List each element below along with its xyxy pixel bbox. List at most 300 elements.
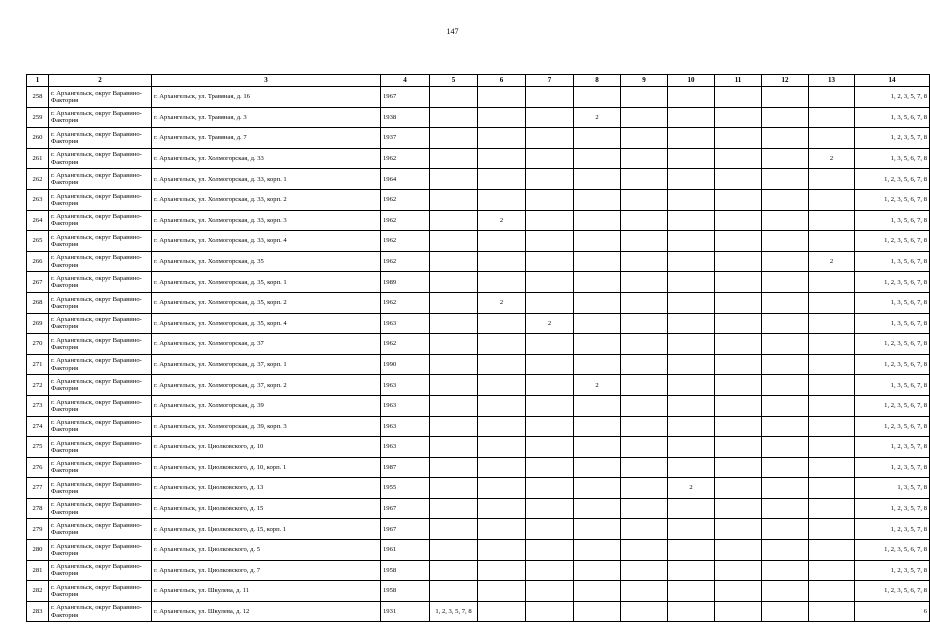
col9-cell (621, 354, 668, 375)
year-built-cell: 1963 (381, 375, 430, 396)
col9-cell (621, 148, 668, 169)
col12-cell (762, 437, 809, 458)
column-header-13: 13 (809, 75, 855, 87)
year-built-cell: 1958 (381, 581, 430, 602)
col9-cell (621, 601, 668, 622)
col9-cell (621, 313, 668, 334)
col5-cell (430, 540, 478, 561)
col7-cell (526, 437, 574, 458)
col6-cell (478, 416, 526, 437)
year-built-cell: 1963 (381, 437, 430, 458)
col11-cell (715, 498, 762, 519)
col12-cell (762, 601, 809, 622)
col12-cell (762, 416, 809, 437)
col9-cell (621, 128, 668, 149)
col10-cell (668, 540, 715, 561)
district-cell: г. Архангельск, округ Варавино-Фактория (49, 169, 152, 190)
col10-cell (668, 251, 715, 272)
col14-cell: 1, 2, 3, 5, 7, 8 (855, 437, 930, 458)
year-built-cell: 1931 (381, 601, 430, 622)
district-cell: г. Архангельск, округ Варавино-Фактория (49, 560, 152, 581)
col9-cell (621, 395, 668, 416)
col11-cell (715, 251, 762, 272)
col5-cell (430, 416, 478, 437)
col13-cell (809, 292, 855, 313)
col14-cell: 1, 2, 3, 5, 7, 8 (855, 498, 930, 519)
col6-cell (478, 540, 526, 561)
col8-cell (574, 457, 621, 478)
col10-cell (668, 498, 715, 519)
district-cell: г. Архангельск, округ Варавино-Фактория (49, 272, 152, 293)
col11-cell (715, 416, 762, 437)
col11-cell (715, 601, 762, 622)
col10-cell (668, 334, 715, 355)
year-built-cell: 1990 (381, 354, 430, 375)
col10-cell (668, 560, 715, 581)
col7-cell (526, 354, 574, 375)
address-cell: г. Архангельск, ул. Холмогорская, д. 33 (152, 148, 381, 169)
col6-cell (478, 231, 526, 252)
table-row (27, 251, 930, 272)
col13-cell (809, 498, 855, 519)
district-cell: г. Архангельск, округ Варавино-Фактория (49, 395, 152, 416)
col8-cell (574, 189, 621, 210)
col7-cell (526, 498, 574, 519)
col7-cell (526, 519, 574, 540)
col12-cell (762, 169, 809, 190)
col12-cell (762, 498, 809, 519)
col8-cell (574, 519, 621, 540)
col5-cell (430, 437, 478, 458)
col9-cell (621, 437, 668, 458)
col6-cell (478, 601, 526, 622)
col10-cell (668, 87, 715, 108)
col7-cell (526, 292, 574, 313)
table-row (27, 87, 930, 108)
col5-cell (430, 313, 478, 334)
column-header-11: 11 (715, 75, 762, 87)
col11-cell (715, 478, 762, 499)
row-number-cell: 280 (27, 540, 49, 561)
column-header-2: 2 (49, 75, 152, 87)
district-cell: г. Архангельск, округ Варавино-Фактория (49, 457, 152, 478)
table-row (27, 169, 930, 190)
address-cell: г. Архангельск, ул. Холмогорская, д. 39 (152, 395, 381, 416)
col10-cell (668, 519, 715, 540)
col13-cell (809, 189, 855, 210)
col5-cell (430, 395, 478, 416)
col6-cell (478, 560, 526, 581)
header-row (27, 75, 930, 87)
col11-cell (715, 169, 762, 190)
col9-cell (621, 540, 668, 561)
col5-cell (430, 251, 478, 272)
row-number-cell: 276 (27, 457, 49, 478)
column-header-4: 4 (381, 75, 430, 87)
col5-cell (430, 292, 478, 313)
address-cell: г. Архангельск, ул. Циолковского, д. 10, корп. 1 (152, 457, 381, 478)
col7-cell (526, 375, 574, 396)
table-row (27, 313, 930, 334)
address-cell: г. Архангельск, ул. Циолковского, д. 15 (152, 498, 381, 519)
col6-cell (478, 87, 526, 108)
row-number-cell: 272 (27, 375, 49, 396)
col8-cell (574, 334, 621, 355)
address-cell: г. Архангельск, ул. Холмогорская, д. 33, корп. 3 (152, 210, 381, 231)
col13-cell (809, 581, 855, 602)
col9-cell (621, 189, 668, 210)
col13-cell (809, 416, 855, 437)
district-cell: г. Архангельск, округ Варавино-Фактория (49, 540, 152, 561)
col14-cell: 1, 3, 5, 7, 8 (855, 478, 930, 499)
address-cell: г. Архангельск, ул. Травяная, д. 7 (152, 128, 381, 149)
col5-cell (430, 128, 478, 149)
table-body (27, 87, 930, 622)
col8-cell (574, 251, 621, 272)
page-number: 147 (446, 27, 459, 36)
col6-cell: 2 (478, 292, 526, 313)
year-built-cell: 1962 (381, 292, 430, 313)
col14-cell: 1, 2, 3, 5, 6, 7, 8 (855, 540, 930, 561)
col6-cell (478, 107, 526, 128)
year-built-cell: 1962 (381, 231, 430, 252)
col6-cell (478, 189, 526, 210)
row-number-cell: 266 (27, 251, 49, 272)
row-number-cell: 271 (27, 354, 49, 375)
col12-cell (762, 128, 809, 149)
col13-cell (809, 210, 855, 231)
col12-cell (762, 251, 809, 272)
col9-cell (621, 416, 668, 437)
col6-cell (478, 354, 526, 375)
address-cell: г. Архангельск, ул. Циолковского, д. 15, корп. 1 (152, 519, 381, 540)
col5-cell (430, 457, 478, 478)
col11-cell (715, 519, 762, 540)
year-built-cell: 1962 (381, 334, 430, 355)
col14-cell: 1, 2, 3, 5, 7, 8 (855, 128, 930, 149)
col7-cell (526, 169, 574, 190)
col9-cell (621, 292, 668, 313)
col10-cell (668, 601, 715, 622)
row-number-cell: 258 (27, 87, 49, 108)
col10-cell (668, 354, 715, 375)
col11-cell (715, 437, 762, 458)
col7-cell (526, 128, 574, 149)
col14-cell: 1, 2, 3, 5, 7, 8 (855, 519, 930, 540)
col8-cell (574, 581, 621, 602)
year-built-cell: 1963 (381, 416, 430, 437)
col12-cell (762, 107, 809, 128)
col12-cell (762, 210, 809, 231)
address-cell: г. Архангельск, ул. Шкулева, д. 11 (152, 581, 381, 602)
district-cell: г. Архангельск, округ Варавино-Фактория (49, 231, 152, 252)
col13-cell (809, 272, 855, 293)
district-cell: г. Архангельск, округ Варавино-Фактория (49, 601, 152, 622)
col8-cell (574, 231, 621, 252)
col10-cell (668, 416, 715, 437)
col7-cell (526, 272, 574, 293)
row-number-cell: 281 (27, 560, 49, 581)
col6-cell (478, 519, 526, 540)
year-built-cell: 1987 (381, 457, 430, 478)
col8-cell: 2 (574, 375, 621, 396)
col10-cell (668, 128, 715, 149)
col11-cell (715, 292, 762, 313)
address-cell: г. Архангельск, ул. Холмогорская, д. 35 (152, 251, 381, 272)
row-number-cell: 275 (27, 437, 49, 458)
col12-cell (762, 519, 809, 540)
col10-cell (668, 210, 715, 231)
year-built-cell: 1989 (381, 272, 430, 293)
col10-cell (668, 189, 715, 210)
column-header-1: 1 (27, 75, 49, 87)
col14-cell: 1, 2, 3, 5, 7, 8 (855, 87, 930, 108)
address-cell: г. Архангельск, ул. Холмогорская, д. 37 (152, 334, 381, 355)
col8-cell (574, 416, 621, 437)
table-row (27, 498, 930, 519)
year-built-cell: 1967 (381, 87, 430, 108)
year-built-cell: 1962 (381, 148, 430, 169)
address-cell: г. Архангельск, ул. Циолковского, д. 5 (152, 540, 381, 561)
address-cell: г. Архангельск, ул. Травяная, д. 3 (152, 107, 381, 128)
col7-cell (526, 581, 574, 602)
col7-cell (526, 560, 574, 581)
address-cell: г. Архангельск, ул. Холмогорская, д. 33, корп. 1 (152, 169, 381, 190)
col9-cell (621, 334, 668, 355)
row-number-cell: 262 (27, 169, 49, 190)
col8-cell: 2 (574, 107, 621, 128)
col9-cell (621, 251, 668, 272)
row-number-cell: 269 (27, 313, 49, 334)
col10-cell (668, 457, 715, 478)
col5-cell (430, 560, 478, 581)
col7-cell (526, 210, 574, 231)
col14-cell: 1, 2, 3, 5, 6, 7, 8 (855, 395, 930, 416)
row-number-cell: 278 (27, 498, 49, 519)
col13-cell (809, 354, 855, 375)
col14-cell: 1, 2, 3, 5, 6, 7, 8 (855, 189, 930, 210)
housing-register-table (26, 74, 930, 622)
col6-cell (478, 251, 526, 272)
column-header-8: 8 (574, 75, 621, 87)
col14-cell: 1, 2, 3, 5, 6, 7, 8 (855, 581, 930, 602)
col13-cell (809, 313, 855, 334)
col13-cell (809, 107, 855, 128)
district-cell: г. Архангельск, округ Варавино-Фактория (49, 519, 152, 540)
district-cell: г. Архангельск, округ Варавино-Фактория (49, 334, 152, 355)
col7-cell (526, 416, 574, 437)
col14-cell: 1, 2, 3, 5, 7, 8 (855, 457, 930, 478)
address-cell: г. Архангельск, ул. Холмогорская, д. 35, корп. 4 (152, 313, 381, 334)
year-built-cell: 1962 (381, 210, 430, 231)
col13-cell: 2 (809, 251, 855, 272)
col12-cell (762, 272, 809, 293)
col13-cell (809, 601, 855, 622)
col13-cell (809, 519, 855, 540)
col14-cell: 1, 2, 3, 5, 6, 7, 8 (855, 334, 930, 355)
col7-cell: 2 (526, 313, 574, 334)
row-number-cell: 273 (27, 395, 49, 416)
row-number-cell: 265 (27, 231, 49, 252)
table-row (27, 437, 930, 458)
col7-cell (526, 87, 574, 108)
row-number-cell: 259 (27, 107, 49, 128)
row-number-cell: 261 (27, 148, 49, 169)
col14-cell: 1, 3, 5, 6, 7, 8 (855, 210, 930, 231)
col9-cell (621, 87, 668, 108)
col12-cell (762, 395, 809, 416)
col8-cell (574, 601, 621, 622)
address-cell: г. Архангельск, ул. Холмогорская, д. 35, корп. 1 (152, 272, 381, 293)
col6-cell (478, 581, 526, 602)
col11-cell (715, 313, 762, 334)
col8-cell (574, 354, 621, 375)
row-number-cell: 277 (27, 478, 49, 499)
col8-cell (574, 313, 621, 334)
col11-cell (715, 272, 762, 293)
row-number-cell: 283 (27, 601, 49, 622)
col9-cell (621, 231, 668, 252)
table-row (27, 128, 930, 149)
year-built-cell: 1963 (381, 313, 430, 334)
col10-cell (668, 231, 715, 252)
column-header-9: 9 (621, 75, 668, 87)
district-cell: г. Архангельск, округ Варавино-Фактория (49, 107, 152, 128)
column-header-5: 5 (430, 75, 478, 87)
col11-cell (715, 375, 762, 396)
district-cell: г. Архангельск, округ Варавино-Фактория (49, 148, 152, 169)
col5-cell (430, 148, 478, 169)
col11-cell (715, 581, 762, 602)
year-built-cell: 1961 (381, 540, 430, 561)
col6-cell (478, 148, 526, 169)
row-number-cell: 267 (27, 272, 49, 293)
table-row (27, 601, 930, 622)
col10-cell (668, 375, 715, 396)
district-cell: г. Архангельск, округ Варавино-Фактория (49, 313, 152, 334)
col13-cell (809, 87, 855, 108)
column-header-10: 10 (668, 75, 715, 87)
row-number-cell: 282 (27, 581, 49, 602)
col11-cell (715, 189, 762, 210)
column-header-7: 7 (526, 75, 574, 87)
col11-cell (715, 457, 762, 478)
col8-cell (574, 540, 621, 561)
year-built-cell: 1964 (381, 169, 430, 190)
col11-cell (715, 128, 762, 149)
district-cell: г. Архангельск, округ Варавино-Фактория (49, 375, 152, 396)
col14-cell: 6 (855, 601, 930, 622)
col5-cell (430, 498, 478, 519)
year-built-cell: 1962 (381, 189, 430, 210)
col10-cell (668, 292, 715, 313)
col10-cell (668, 437, 715, 458)
district-cell: г. Архангельск, округ Варавино-Фактория (49, 292, 152, 313)
row-number-cell: 279 (27, 519, 49, 540)
row-number-cell: 270 (27, 334, 49, 355)
col6-cell (478, 395, 526, 416)
col7-cell (526, 231, 574, 252)
col14-cell: 1, 2, 3, 5, 6, 7, 8 (855, 231, 930, 252)
col7-cell (526, 189, 574, 210)
col8-cell (574, 87, 621, 108)
col8-cell (574, 128, 621, 149)
col7-cell (526, 601, 574, 622)
address-cell: г. Архангельск, ул. Холмогорская, д. 33, корп. 4 (152, 231, 381, 252)
col14-cell: 1, 3, 5, 6, 7, 8 (855, 107, 930, 128)
col13-cell (809, 128, 855, 149)
col8-cell (574, 292, 621, 313)
year-built-cell: 1963 (381, 395, 430, 416)
col7-cell (526, 395, 574, 416)
col9-cell (621, 375, 668, 396)
table-row (27, 210, 930, 231)
col14-cell: 1, 2, 3, 5, 6, 7, 8 (855, 416, 930, 437)
table-row (27, 334, 930, 355)
col6-cell: 2 (478, 210, 526, 231)
col13-cell (809, 457, 855, 478)
col11-cell (715, 231, 762, 252)
table-row (27, 540, 930, 561)
address-cell: г. Архангельск, ул. Шкулева, д. 12 (152, 601, 381, 622)
col10-cell (668, 272, 715, 293)
col10-cell (668, 148, 715, 169)
col14-cell: 1, 2, 3, 5, 6, 7, 8 (855, 169, 930, 190)
col13-cell (809, 560, 855, 581)
col6-cell (478, 437, 526, 458)
column-header-3: 3 (152, 75, 381, 87)
col6-cell (478, 498, 526, 519)
col10-cell (668, 581, 715, 602)
col11-cell (715, 107, 762, 128)
col5-cell (430, 478, 478, 499)
col7-cell (526, 457, 574, 478)
col12-cell (762, 87, 809, 108)
col10-cell: 2 (668, 478, 715, 499)
district-cell: г. Архангельск, округ Варавино-Фактория (49, 354, 152, 375)
col8-cell (574, 478, 621, 499)
table-row (27, 292, 930, 313)
col12-cell (762, 457, 809, 478)
col13-cell (809, 334, 855, 355)
col14-cell: 1, 2, 3, 5, 6, 7, 8 (855, 354, 930, 375)
col6-cell (478, 375, 526, 396)
column-header-14: 14 (855, 75, 930, 87)
col5-cell: 1, 2, 3, 5, 7, 8 (430, 601, 478, 622)
year-built-cell: 1937 (381, 128, 430, 149)
table-row (27, 375, 930, 396)
col13-cell (809, 437, 855, 458)
col11-cell (715, 560, 762, 581)
col5-cell (430, 519, 478, 540)
district-cell: г. Архангельск, округ Варавино-Фактория (49, 189, 152, 210)
col8-cell (574, 498, 621, 519)
table-row (27, 148, 930, 169)
table-row (27, 354, 930, 375)
col7-cell (526, 148, 574, 169)
col5-cell (430, 375, 478, 396)
col14-cell: 1, 3, 5, 6, 7, 8 (855, 375, 930, 396)
col12-cell (762, 540, 809, 561)
col8-cell (574, 210, 621, 231)
col8-cell (574, 272, 621, 293)
col10-cell (668, 395, 715, 416)
col11-cell (715, 354, 762, 375)
district-cell: г. Архангельск, округ Варавино-Фактория (49, 251, 152, 272)
address-cell: г. Архангельск, ул. Холмогорская, д. 39, корп. 3 (152, 416, 381, 437)
col11-cell (715, 540, 762, 561)
table-row (27, 581, 930, 602)
